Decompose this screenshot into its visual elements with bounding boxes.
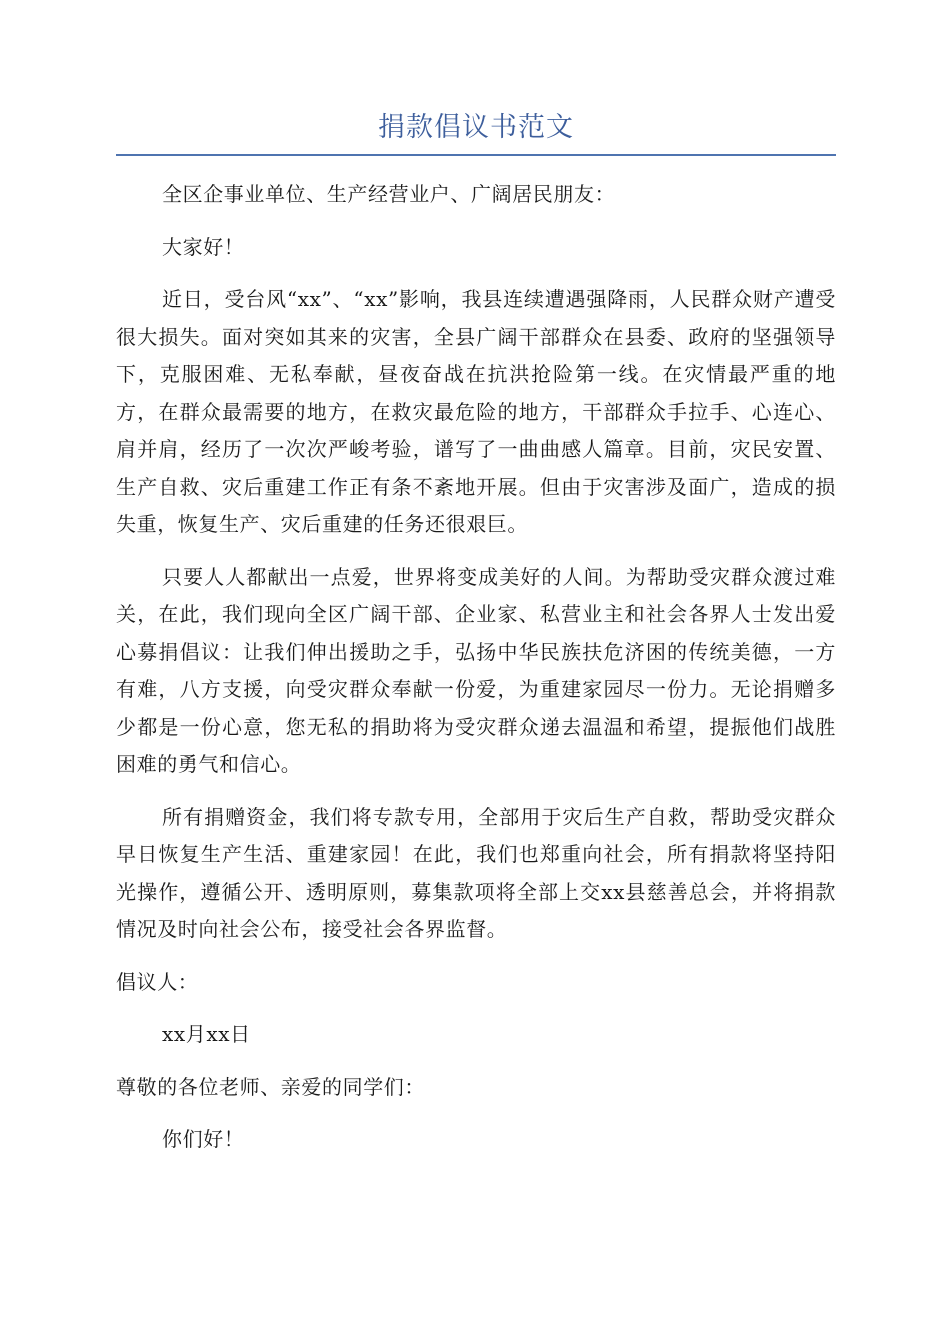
greeting: 大家好！	[162, 234, 245, 259]
greeting-2: 你们好！	[162, 1127, 245, 1151]
salutation: 全区企事业单位、生产经营业户、广阔居民朋友：	[162, 182, 616, 206]
initiator-label: 倡议人：	[116, 969, 199, 994]
body-paragraph-1: 近日，受台风“xx”、“xx”影响，我县连续遭遇强降雨，人民群众财产遭受很大损失。面对突如其来的灾害，全县广阔干部群众在县委、政府的坚强领导下，克服困难、无私奉献，昼夜奋战在抗洪抢险第一线。在灾情最严重的地方，在群众最需要的地方，在救灾最危险的地方，干部群众手拉手、心连心、肩并肩，经历了一次次严峻考验，谱写了一曲曲感人篇章。目前，灾民安置、生产自救、灾后重建工作正有条不紊地开展。但由于灾害涉及面广，造成的损失重，恢复生产、灾后重建的任务还很艰巨。	[116, 287, 836, 536]
document-body	[116, 176, 836, 1174]
date-line: xx月xx日	[162, 1022, 251, 1046]
body-paragraph-2: 只要人人都献出一点爱，世界将变成美好的人间。为帮助受灾群众渡过难关，在此，我们现向全区广阔干部、企业家、私营业主和社会各界人士发出爱心募捐倡议：让我们伸出援助之手，弘扬中华民族扶危济困的传统美德，一方有难，八方支援，向受灾群众奉献一份爱，为重建家园尽一份力。无论捐赠多少都是一份心意，您无私的捐助将为受灾群众递去温温和希望，提振他们战胜困难的勇气和信心。	[116, 564, 836, 776]
salutation-2: 尊敬的各位老师、亲爱的同学们：	[116, 1074, 425, 1099]
document-title: 捐款倡议书范文	[378, 112, 574, 143]
title-block	[116, 108, 836, 156]
body-paragraph-3: 所有捐赠资金，我们将专款专用，全部用于灾后生产自救，帮助受灾群众早日恢复生产生活、重建家园！在此，我们也郑重向社会，所有捐款将坚持阳光操作，遵循公开、透明原则，募集款项将全部上交xx县慈善总会，并将捐款情况及时向社会公布，接受社会各界监督。	[116, 804, 836, 941]
